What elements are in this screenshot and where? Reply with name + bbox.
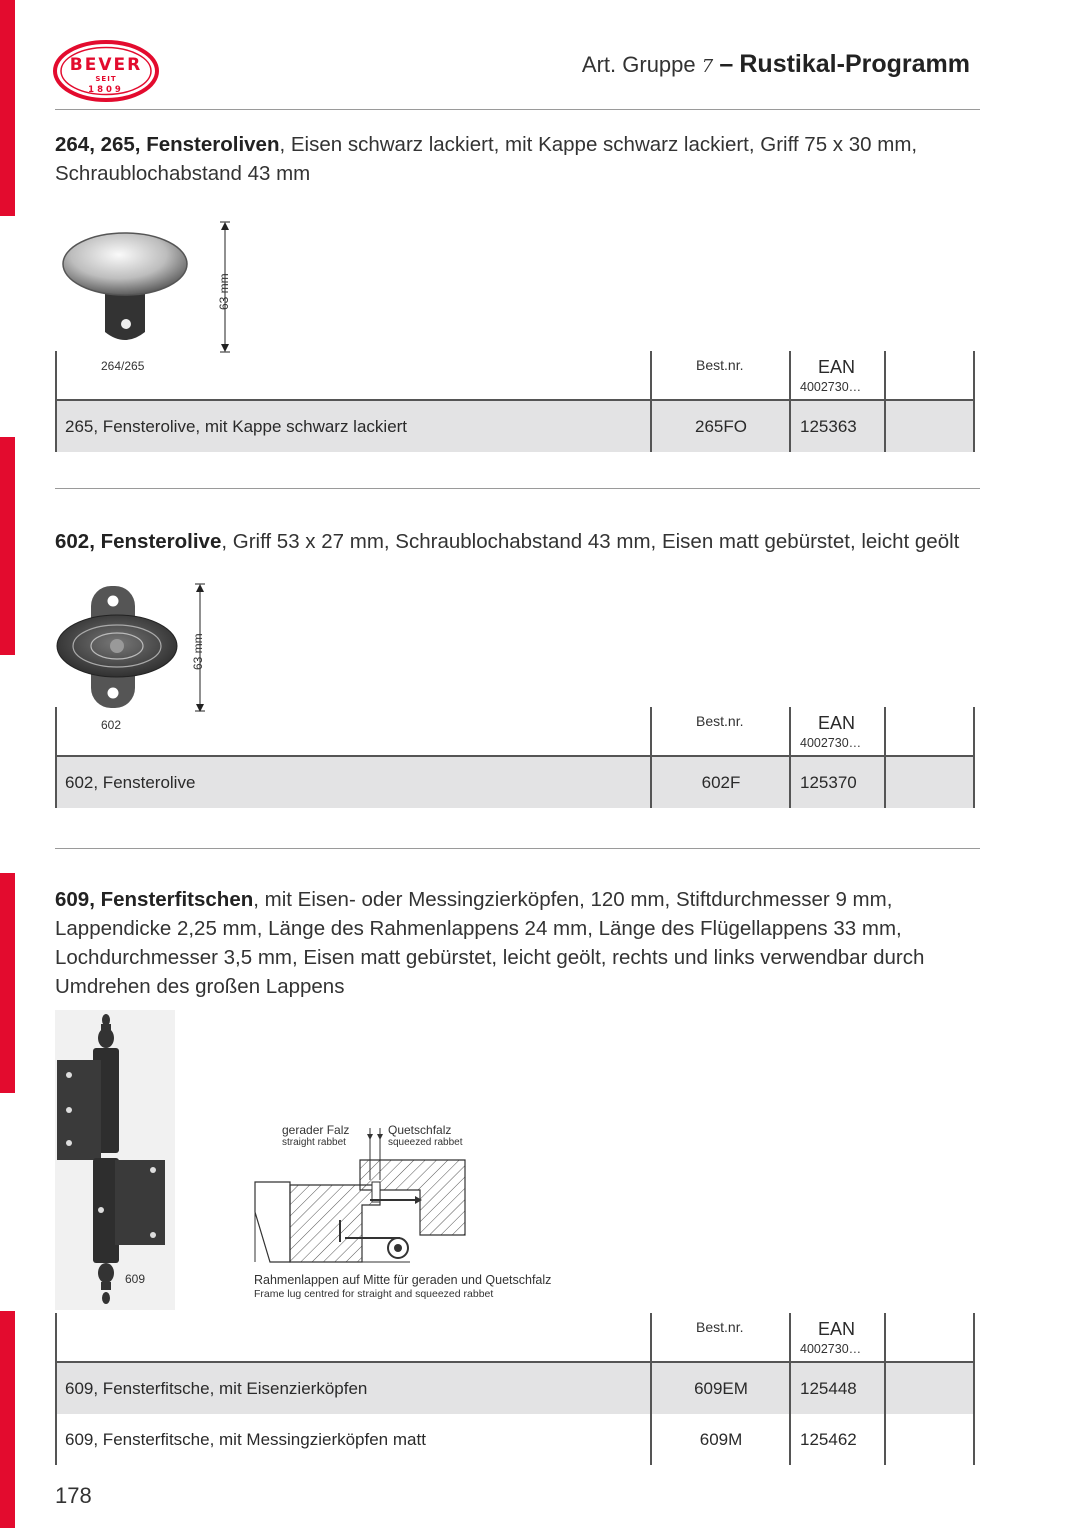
row-description: 602, Fensterolive	[65, 773, 196, 792]
section-title	[55, 885, 985, 1001]
product-table	[55, 1313, 975, 1465]
page-header	[582, 50, 970, 79]
image-caption: 602	[101, 718, 122, 732]
row-description: 265, Fensterolive, mit Kappe schwarz lackiert	[65, 417, 408, 436]
dimension-label: 63 mm	[217, 273, 231, 310]
section-title-rest: , Griff 53 x 27 mm, Schraublochabstand 43 mm, Eisen matt gebürstet, leicht geölt	[221, 530, 960, 553]
row-ean: 125370	[800, 773, 857, 792]
diagram-label-squeezed-de: Quetschfalz	[388, 1123, 452, 1137]
image-caption: 609	[125, 1272, 146, 1286]
col-header-ean: EAN	[818, 357, 856, 377]
product-table	[55, 707, 975, 808]
table-row	[55, 757, 975, 808]
col-header-bestnr: Best.nr.	[696, 357, 744, 373]
section-divider	[55, 848, 980, 849]
row-ean: 125363	[800, 417, 857, 436]
col-header-ean-prefix: 4002730…	[800, 1342, 862, 1356]
section-title-rest: , mit Eisen- oder Messingzierköpfen, 120 mm, Stiftdurchmesser 9 mm, Lappendicke 2,25 mm, Länge des Rahmenlappens 24 mm, Länge des Flügellappens 33 mm, Lochdurchmesser 3,5 mm, Eisen matt gebürstet, leicht geölt, rechts und links verwendbar durch Umdrehen des großen Lappens	[55, 888, 925, 998]
section-title-bold: 264, 265, Fensteroliven	[55, 133, 280, 156]
red-edge-tab	[0, 437, 15, 655]
col-header-bestnr: Best.nr.	[696, 713, 744, 729]
rabbet-cross-section-diagram	[250, 1120, 550, 1270]
col-header-bestnr: Best.nr.	[696, 1319, 744, 1335]
image-caption: 264/265	[101, 359, 145, 373]
col-header-ean-prefix: 4002730…	[800, 736, 862, 750]
product-table	[55, 351, 975, 452]
diagram-caption-de: Rahmenlappen auf Mitte für geraden und Quetschfalz	[254, 1273, 552, 1287]
red-edge-tab	[0, 1311, 15, 1528]
red-edge-tab	[0, 0, 15, 216]
row-ean: 125462	[800, 1430, 857, 1449]
col-header-ean: EAN	[818, 713, 856, 733]
section-title-bold: 609, Fensterfitschen	[55, 888, 254, 911]
page-number: 178	[55, 1483, 92, 1508]
table-row	[55, 1363, 975, 1414]
bever-logo	[52, 40, 160, 102]
table-header	[55, 707, 975, 757]
row-bestnr: 609M	[699, 1430, 743, 1449]
header-prefix: Art. Gruppe	[581, 52, 696, 77]
svg-text:1809: 1809	[88, 85, 124, 95]
diagram-caption-en: Frame lug centred for straight and squeezed rabbet	[254, 1288, 494, 1300]
section-title-bold: 602, Fensterolive	[55, 530, 222, 553]
row-description: 609, Fensterfitsche, mit Messingzierköpfen matt	[65, 1430, 426, 1449]
row-ean: 125448	[800, 1379, 857, 1398]
diagram-label-straight-en: straight rabbet	[282, 1137, 346, 1148]
header-divider	[55, 109, 980, 110]
row-description: 609, Fensterfitsche, mit Eisenzierköpfen	[65, 1379, 368, 1398]
table-row	[55, 1414, 975, 1465]
diagram-label-straight-de: gerader Falz	[282, 1123, 350, 1137]
col-header-ean: EAN	[818, 1319, 856, 1339]
red-edge-tab	[0, 873, 15, 1093]
table-row	[55, 401, 975, 452]
table-header	[55, 351, 975, 401]
table-header	[55, 1313, 975, 1363]
col-header-ean-prefix: 4002730…	[800, 380, 862, 394]
header-title: Rustikal-Programm	[739, 50, 970, 78]
section-title-rest: , Eisen schwarz lackiert, mit Kappe schwarz lackiert, Griff 75 x 30 mm, Schraublochabstand 43 mm	[55, 133, 918, 185]
header-dash: –	[719, 50, 734, 78]
row-bestnr: 602F	[701, 773, 741, 792]
diagram-label-squeezed-en: squeezed rabbet	[388, 1137, 463, 1148]
section-title	[55, 130, 985, 188]
row-bestnr: 609EM	[694, 1379, 748, 1398]
section-divider	[55, 488, 980, 489]
section-title	[55, 527, 985, 556]
dimension-label: 63 mm	[191, 633, 205, 670]
svg-text:SEIT: SEIT	[95, 75, 117, 83]
hinge-609-image	[55, 1010, 175, 1310]
row-bestnr: 265FO	[695, 417, 747, 436]
header-group-number: 7	[701, 56, 714, 77]
svg-text:BEVER: BEVER	[69, 55, 143, 75]
